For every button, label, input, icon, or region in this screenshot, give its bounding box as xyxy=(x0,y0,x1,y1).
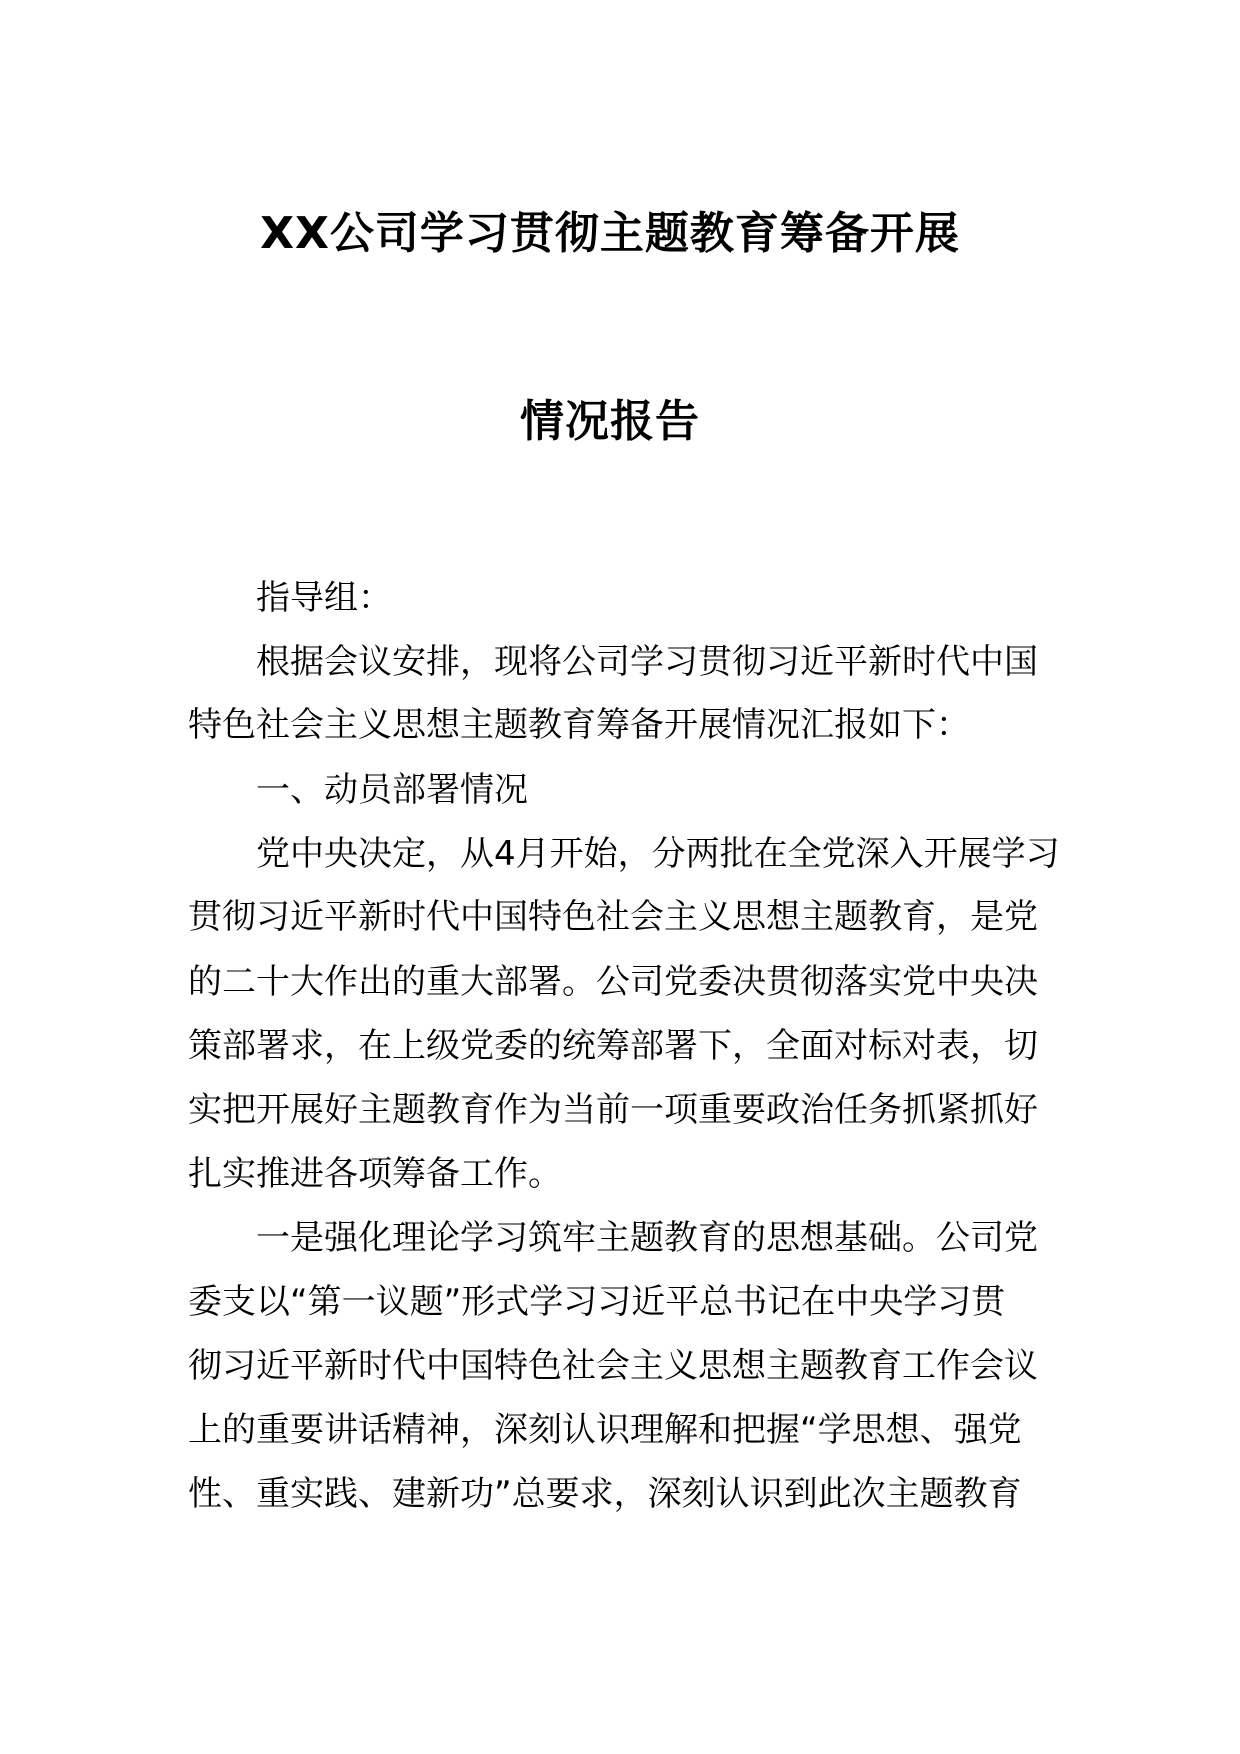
paragraph-line: 上的重要讲话精神，深刻认识理解和把握“学思想、强党 xyxy=(188,1410,1022,1450)
paragraph-line: 扎实推进各项筹备工作。 xyxy=(188,1154,562,1194)
paragraph-line: 委支以“第一议题”形式学习习近平总书记在中央学习贯 xyxy=(188,1282,1006,1322)
paragraph-line: 实把开展好主题教育作为当前一项重要政治任务抓紧抓好 xyxy=(188,1090,1038,1130)
paragraph-line: 性、重实践、建新功”总要求，深刻认识到此次主题教育 xyxy=(188,1474,1022,1514)
paragraph-line: 党中央决定，从4月开始，分两批在全党深入开展学习 xyxy=(256,834,1060,874)
document-title-line-1: XX公司学习贯彻主题教育筹备开展 xyxy=(260,208,960,259)
paragraph-line: 特色社会主义思想主题教育筹备开展情况汇报如下： xyxy=(188,705,970,745)
salutation: 指导组： xyxy=(256,578,392,618)
paragraph-line: 的二十大作出的重大部署。公司党委决贯彻落实党中央决 xyxy=(188,962,1038,1002)
paragraph-line: 贯彻习近平新时代中国特色社会主义思想主题教育，是党 xyxy=(188,897,1038,937)
section-heading: 一、动员部署情况 xyxy=(256,770,528,810)
document-title-line-2: 情况报告 xyxy=(520,396,700,447)
paragraph-line: 一是强化理论学习筑牢主题教育的思想基础。公司党 xyxy=(256,1218,1038,1258)
paragraph-line: 根据会议安排，现将公司学习贯彻习近平新时代中国 xyxy=(256,642,1038,682)
paragraph-line: 策部署求，在上级党委的统筹部署下，全面对标对表，切 xyxy=(188,1026,1038,1066)
paragraph-line: 彻习近平新时代中国特色社会主义思想主题教育工作会议 xyxy=(188,1346,1038,1386)
